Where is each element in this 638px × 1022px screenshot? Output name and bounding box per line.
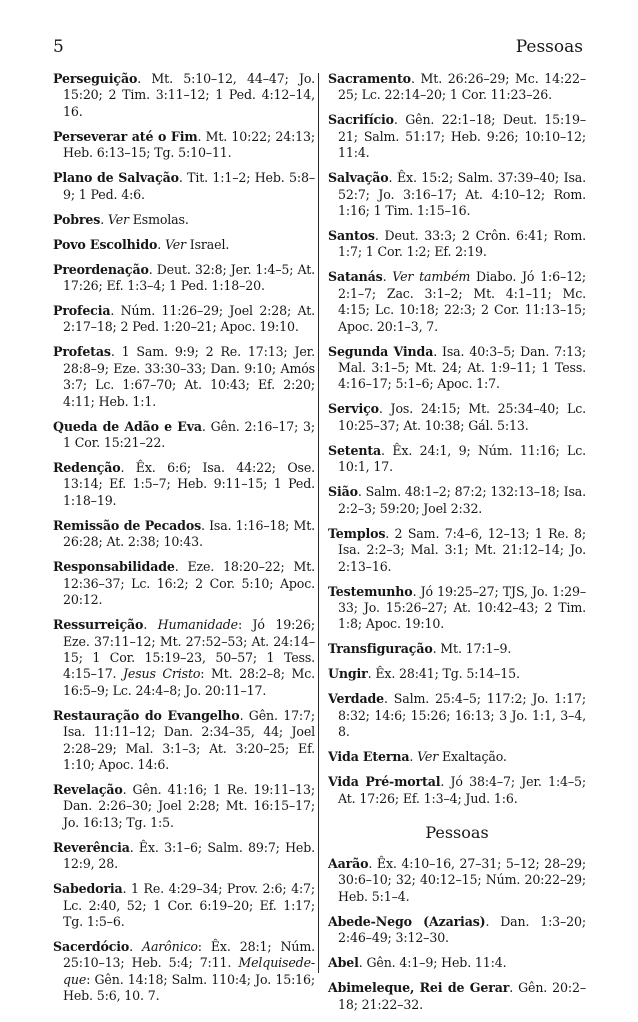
entry-term: Sião xyxy=(328,484,358,500)
entry-term: Profecia xyxy=(53,303,111,319)
index-entry-redencao xyxy=(53,460,315,509)
entry-references: . Gên. 20:2–18; 21:22–32. xyxy=(338,980,587,1012)
index-entry-sacrificio xyxy=(328,112,586,161)
entry-term: Sabedoria xyxy=(53,881,123,897)
entry-references: . Gên. 17:7; Isa. 11:11–12; Dan. 2:34–35, 44; Joel 2:28–29; Mal. 3:1–3; At. 3:20–25; Ef. 1:10; Apoc. 14:6. xyxy=(63,707,315,772)
index-entry-verdade xyxy=(328,691,586,740)
index-entry-sacerdocio xyxy=(53,939,315,1005)
entry-term: Reverência xyxy=(53,839,130,855)
entry-term: Aarão xyxy=(328,855,369,871)
entry-references: . Mt. 26:26–29; Mc. 14:22–25; Lc. 22:14–20; 1 Cor. 11:23–26. xyxy=(338,71,586,103)
entry-subtopic: Ver xyxy=(417,749,439,765)
entry-subtopic: Melquisede-que xyxy=(63,955,315,987)
entry-references: . Isa. 40:3–5; Dan. 7:13; Mal. 3:1–5; Mt. 24; At. 1:9–11; 1 Tess. 4:16–17; 5:1–6; Apoc. 1:7. xyxy=(338,343,586,392)
entry-references: Diabo. Jó 1:6–12; 2:1–7; Zac. 3:1–2; Mt. 4:1–11; Mc. 4:15; Lc. 10:18; 22:3; 2 Cor. 11:13–15; Apoc. 20:1–3, 7. xyxy=(338,269,586,334)
entry-references: . Mt. 5:10–12, 44–47; Jo. 15:20; 2 Tim. 3:11–12; 1 Ped. 4:12–14, 16. xyxy=(63,71,315,119)
entry-references: . Deut. 32:8; Jer. 1:4–5; At. 17:26; Ef. 1:3–4; 1 Ped. 1:18–20. xyxy=(63,261,315,294)
entry-term: Segunda Vinda xyxy=(328,343,434,359)
index-entry-reverencia xyxy=(53,840,315,873)
entry-references: . Êx. 3:1–6; Salm. 89:7; Heb. 12:9, 28. xyxy=(63,839,315,872)
index-entry-perseguicao xyxy=(53,71,315,120)
index-entry-santos xyxy=(328,228,586,261)
entry-term: Abede-Nego (Azarias) xyxy=(328,913,486,929)
entry-references: . Jos. 24:15; Mt. 25:34–40; Lc. 10:25–37; At. 10:38; Gál. 5:13. xyxy=(338,401,586,433)
index-entry-testemunho xyxy=(328,584,586,633)
entry-references: . Dan. 1:3–20; 2:46–49; 3:12–30. xyxy=(338,913,587,946)
entry-references: . Eze. 18:20–22; Mt. 12:36–37; Lc. 16:2; 2 Cor. 5:10; Apoc. 20:12. xyxy=(63,559,315,608)
entry-references: . Mt. 17:1–9. xyxy=(432,641,512,657)
entry-references: . Gên. 22:1–18; Deut. 15:19–21; Salm. 51:17; Heb. 9:26; 10:10–12; 11:4. xyxy=(338,112,586,161)
index-entry-abede-nego-azarias xyxy=(328,914,586,947)
entry-term: Testemunho xyxy=(328,583,413,599)
entry-references: . xyxy=(382,269,393,285)
entry-references: . Êx. 6:6; Isa. 44:22; Ose. 13:14; Ef. 1:5–7; Heb. 9:11–15; 1 Ped. 1:18–19. xyxy=(63,460,315,508)
entry-subtopic: Jesus Cristo xyxy=(123,666,201,682)
entry-references: . Tit. 1:1–2; Heb. 5:8–9; 1 Ped. 4:6. xyxy=(63,170,315,202)
right-column xyxy=(328,71,586,1022)
entry-term: Profetas xyxy=(53,344,111,360)
entry-term: Vida Pré-mortal xyxy=(328,774,441,790)
entry-references: . Gên. 4:1–9; Heb. 11:4. xyxy=(358,955,507,971)
entry-term: Responsabilidade xyxy=(53,559,175,575)
entry-term: Salvação xyxy=(328,170,389,186)
index-entry-ungir xyxy=(328,666,586,682)
entry-term: Serviço xyxy=(328,401,379,417)
entry-references: . xyxy=(157,236,165,252)
index-entry-vida-pre-mortal xyxy=(328,774,586,807)
entry-term: Abel xyxy=(328,955,359,971)
entry-term: Santos xyxy=(328,228,375,244)
entry-subtopic: Ver xyxy=(164,236,186,252)
entry-references: . Êx. 15:2; Salm. 37:39–40; Isa. 52:7; Jo. 3:16–17; At. 4:10–12; Rom. 1:16; 1 Tim. 1:15–16. xyxy=(338,170,586,219)
entry-references: . xyxy=(100,211,108,227)
entry-term: Satanás xyxy=(328,269,383,285)
entry-references: . Deut. 33:3; 2 Crôn. 6:41; Rom. 1:7; 1 Cor. 1:2; Ef. 2:19. xyxy=(338,228,586,260)
entry-term: Setenta xyxy=(328,442,382,458)
entry-references: . Salm. 48:1–2; 87:2; 132:13–18; Isa. 2:2–3; 59:20; Joel 2:32. xyxy=(338,484,586,516)
entry-references: . xyxy=(129,938,142,954)
index-entry-setenta xyxy=(328,443,586,476)
subsection-title: Pessoas xyxy=(425,822,489,842)
entry-term: Abimeleque, Rei de Gerar xyxy=(328,980,510,996)
entry-references: . Jó 38:4–7; Jer. 1:4–5; At. 17:26; Ef. 1:3–4; Jud. 1:6. xyxy=(338,774,587,806)
index-entry-sacramento xyxy=(328,71,586,104)
entry-references: Esmolas. xyxy=(128,211,189,227)
index-entry-transfiguracao xyxy=(328,641,586,657)
page-header xyxy=(53,37,583,63)
index-entry-ressurreicao xyxy=(53,617,315,699)
index-entry-siao xyxy=(328,484,586,517)
index-entry-queda-de-adao-e-eva xyxy=(53,419,315,452)
entry-term: Plano de Salvação xyxy=(53,170,179,186)
entry-references: . Gên. 41:16; 1 Re. 19:11–13; Dan. 2:26–30; Joel 2:28; Mt. 16:15–17; Jo. 16:13; Tg. 1:5. xyxy=(63,781,315,830)
index-entry-templos xyxy=(328,526,586,575)
index-entry-segunda-vinda xyxy=(328,344,586,393)
people-list xyxy=(328,856,586,1013)
column-divider xyxy=(318,73,319,973)
index-entry-pobres xyxy=(53,212,315,228)
entry-references: . xyxy=(143,617,158,633)
entry-references: . 1 Sam. 9:9; 2 Re. 17:13; Jer. 28:8–9; Eze. 33:30–33; Dan. 9:10; Amós 3:7; Lc. 1:67–70; At. 10:43; Ef. 2:20; 4:11; Heb. 1:1. xyxy=(63,344,315,409)
entry-references: . Êx. 28:41; Tg. 5:14–15. xyxy=(367,666,520,682)
index-entry-revelacao xyxy=(53,782,315,831)
entry-references: . Salm. 25:4–5; 117:2; Jo. 1:17; 8:32; 14:6; 15:26; 16:13; 3 Jo. 1:1, 3–4, 8. xyxy=(338,691,586,740)
entry-term: Pobres xyxy=(53,211,101,227)
index-entry-responsabilidade xyxy=(53,559,315,608)
index-entry-aarao xyxy=(328,856,586,905)
entry-term: Povo Escolhido xyxy=(53,236,158,252)
index-entry-plano-de-salvacao xyxy=(53,170,315,203)
entry-term: Perseguição xyxy=(53,71,138,86)
index-entry-abimeleque-rei-de-gerar xyxy=(328,980,586,1013)
entry-term: Templos xyxy=(328,525,386,541)
entry-term: Verdade xyxy=(328,691,384,707)
entry-subtopic: Ver também xyxy=(392,269,471,285)
entry-term: Perseverar até o Fim xyxy=(53,128,198,144)
entry-references: . Gên. 2:16–17; 3; 1 Cor. 15:21–22. xyxy=(63,418,315,451)
entry-term: Preordenação xyxy=(53,261,149,277)
entry-term: Sacramento xyxy=(328,71,411,86)
entry-references: : Gên. 14:18; Salm. 110:4; Jo. 15:16; Heb. 5:6, 10. 7. xyxy=(63,971,315,1004)
entry-references: . 1 Re. 4:29–34; Prov. 2:6; 4:7; Lc. 2:40, 52; 1 Cor. 6:19–20; Ef. 1:17; Tg. 1:5–6. xyxy=(63,881,315,929)
page-number: 5 xyxy=(53,37,64,57)
entry-references: Exaltação. xyxy=(438,749,507,765)
entry-references: . Êx. 24:1, 9; Núm. 11:16; Lc. 10:1, 17. xyxy=(338,442,586,475)
index-entry-profetas xyxy=(53,344,315,410)
entry-subtopic: Aarônico xyxy=(142,938,198,954)
entry-references: . Jó 19:25–27; TJS, Jo. 1:29–33; Jo. 15:26–27; At. 10:42–43; 2 Tim. 1:8; Apoc. 19:10. xyxy=(338,583,586,632)
index-entry-profecia xyxy=(53,303,315,336)
entry-term: Sacerdócio xyxy=(53,938,130,954)
entry-term: Sacrifício xyxy=(328,112,394,128)
entry-references: . Êx. 4:10–16, 27–31; 5–12; 28–29; 30:6–10; 32; 40:12–15; Núm. 20:22–29; Heb. 5:1–4. xyxy=(338,855,586,904)
index-entry-preordenacao xyxy=(53,262,315,295)
entry-term: Vida Eterna xyxy=(328,749,410,765)
entry-references: Israel. xyxy=(185,236,230,252)
index-entry-salvacao xyxy=(328,170,586,219)
left-column xyxy=(53,71,315,1013)
entry-term: Remissão de Pecados xyxy=(53,517,202,533)
entry-subtopic: Humanidade xyxy=(157,617,238,633)
index-entry-povo-escolhido xyxy=(53,237,315,253)
index-entry-perseverar-ate-o-fim xyxy=(53,129,315,162)
entry-references: . xyxy=(409,749,418,765)
index-entry-remissao-de-pecados xyxy=(53,518,315,551)
entry-references: . 2 Sam. 7:4–6, 12–13; 1 Re. 8; Isa. 2:2–3; Mal. 3:1; Mt. 21:12–14; Jo. 2:13–16. xyxy=(338,525,586,574)
entry-subtopic: Ver xyxy=(107,211,129,227)
entry-references: : Mt. 28:2–8; Mc. 16:5–9; Lc. 24:4–8; Jo. 20:11–17. xyxy=(63,666,315,698)
entry-term: Revelação xyxy=(53,781,123,797)
topics-list xyxy=(328,71,586,807)
entry-references: . Mt. 10:22; 24:13; Heb. 6:13–15; Tg. 5:10–11. xyxy=(63,128,315,161)
entry-term: Transfiguração xyxy=(328,641,433,657)
index-entry-sabedoria xyxy=(53,881,315,930)
entry-term: Restauração do Evangelho xyxy=(53,707,240,723)
index-entry-vida-eterna xyxy=(328,749,586,765)
index-entry-restauracao-do-evangelho xyxy=(53,708,315,774)
entry-term: Queda de Adão e Eva xyxy=(53,418,202,434)
index-entry-servico xyxy=(328,401,586,434)
entry-references: . Núm. 11:26–29; Joel 2:28; At. 2:17–18; 2 Ped. 1:20–21; Apoc. 19:10. xyxy=(63,303,315,335)
entry-term: Redenção xyxy=(53,460,121,476)
entry-references: : Êx. 28:1; Núm. 25:10–13; Heb. 5:4; 7:11. xyxy=(63,938,315,971)
entry-term: Ungir xyxy=(328,666,368,682)
running-head: Pessoas xyxy=(515,37,583,57)
entry-references: . Isa. 1:16–18; Mt. 26:28; At. 2:38; 10:43. xyxy=(63,517,315,550)
index-entry-satanas xyxy=(328,269,586,335)
entry-term: Ressurreição xyxy=(53,617,144,633)
index-entry-abel xyxy=(328,955,586,971)
entry-references: : Jó 19:26; Eze. 37:11–12; Mt. 27:52–53; At. 24:14–15; 1 Cor. 15:19–23, 50–57; 1 Tess. 4:15–17. xyxy=(63,617,315,682)
